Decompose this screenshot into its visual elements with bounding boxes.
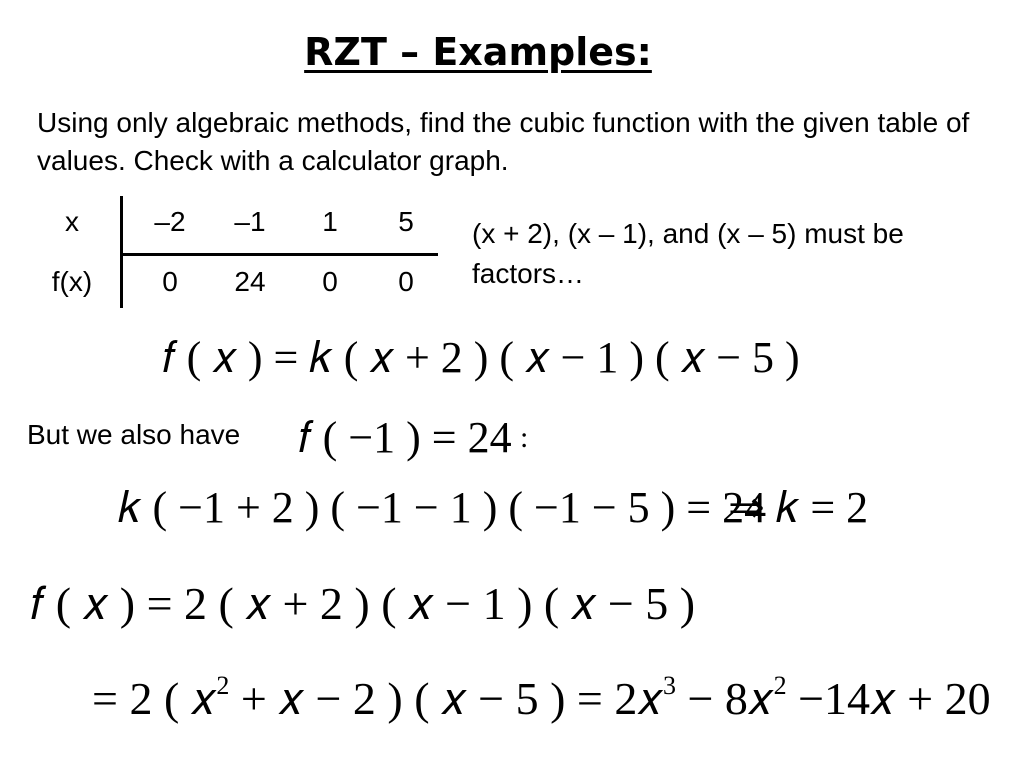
condition-colon: : [520,421,529,454]
equation-factored-form: 𝑓 ( 𝑥 ) = 𝑘 ( 𝑥 + 2 ) ( 𝑥 − 1 ) ( 𝑥 − 5 ) [162,333,800,382]
expanded-part: + 𝑥 − 2 ) ( 𝑥 − 5 ) = 2𝑥 [229,673,663,724]
equation-condition: 𝑓 ( −1 ) = 24 [298,413,512,462]
table-horizontal-rule [120,253,438,256]
equation-k-result: ⇒ 𝑘 = 2 [728,483,869,532]
equation-substitution: 𝑘 ( −1 + 2 ) ( −1 − 1 ) ( −1 − 5 ) = 24 [118,483,767,532]
slide-title: RZT – Examples: [304,30,652,74]
but-we-also-have-text: But we also have [27,419,241,450]
table-vertical-rule [120,196,123,308]
problem-statement: Using only algebraic methods, find the cubic function with the given table of values. Check with a calculator graph. [37,107,970,176]
expanded-part: = 2 ( 𝑥 [92,673,217,724]
table-cell: 24 [234,266,266,297]
table-cell: 5 [398,206,414,237]
exponent: 3 [662,671,676,700]
table-cell: –1 [234,206,266,237]
values-table [28,196,438,308]
exponent: 2 [773,671,787,700]
equation-with-k: 𝑓 ( 𝑥 ) = 2 ( 𝑥 + 2 ) ( 𝑥 − 1 ) ( 𝑥 − 5 ) [30,578,696,629]
table-cell: 0 [398,266,414,297]
table-row-label-fx: f(x) [51,266,93,297]
table-row-label-x: x [65,206,79,237]
table-cell: 0 [162,266,178,297]
table-cell: –2 [154,206,186,237]
equation-expanded [92,656,991,729]
exponent: 2 [216,671,230,700]
expanded-part: −14𝑥 + 20 [786,673,991,724]
table-cell: 1 [322,206,338,237]
factor-note: (x + 2), (x – 1), and (x – 5) must be factors… [472,218,904,289]
table-cell: 0 [322,266,338,297]
expanded-part: − 8𝑥 [675,673,774,724]
